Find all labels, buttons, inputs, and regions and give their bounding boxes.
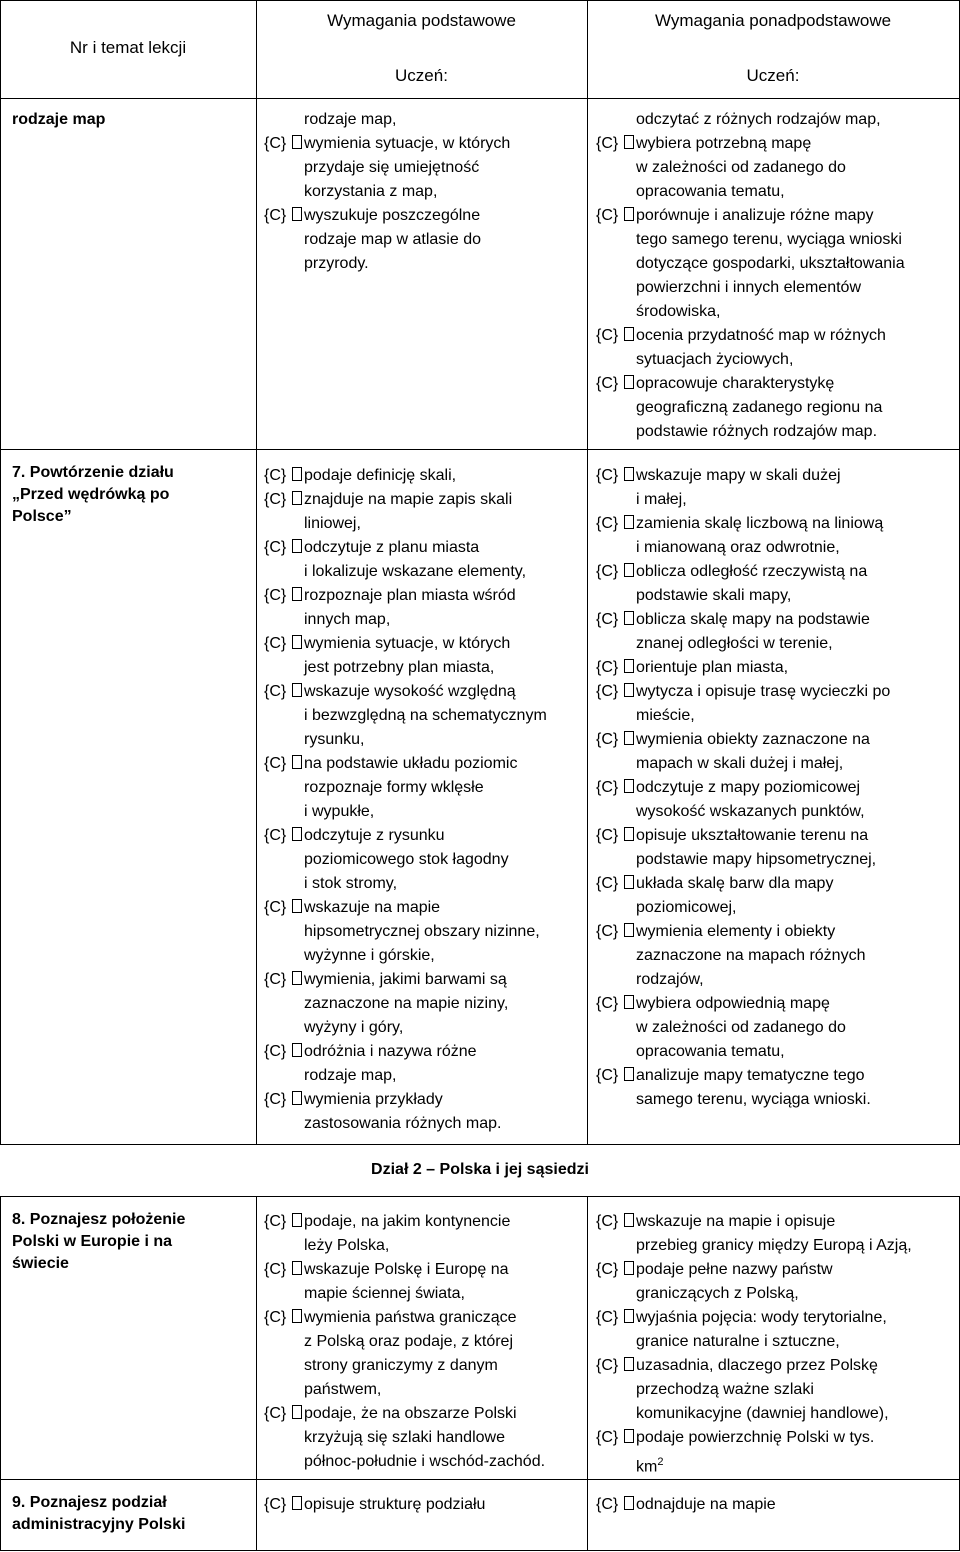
line: opracowuje charakterystykę <box>636 375 835 392</box>
list-item <box>596 656 956 680</box>
line: wysokość wskazanych punktów, <box>636 803 865 820</box>
line: dotyczące gospodarki, ukształtowania <box>636 255 905 272</box>
list-item <box>264 1493 584 1517</box>
line: i lokalizuje wskazane elementy, <box>304 563 527 580</box>
bullet-marker: {C} <box>596 920 636 992</box>
bullet-marker: {C} <box>596 560 636 608</box>
square-icon <box>624 683 634 697</box>
line: wymienia obiekty zaznaczone na <box>636 731 870 748</box>
bullet-marker: {C} <box>596 204 636 324</box>
row3-topic <box>12 1209 185 1275</box>
bullet-marker: {C} <box>596 1354 636 1426</box>
line: odróżnia i nazywa różne <box>304 1043 477 1060</box>
row1-basic-lead: rodzaje map, <box>304 111 397 128</box>
line: z Polską oraz podaje, z której <box>304 1333 513 1350</box>
list-item <box>596 1306 956 1354</box>
line: wymienia elementy i obiekty <box>636 923 836 940</box>
bullet-marker: {C} <box>596 464 636 512</box>
line: i bezwzględną na schematycznym <box>304 707 547 724</box>
col1-divider-lower <box>256 1196 257 1551</box>
line: północ-południe i wschód-zachód. <box>304 1453 546 1470</box>
square-icon <box>624 135 634 149</box>
header-bottom-border <box>0 98 960 99</box>
line: opisuje strukturę podziału <box>304 1496 486 1513</box>
line: ocenia przydatność map w różnych <box>636 327 886 344</box>
line: rodzaje map, <box>304 1067 397 1084</box>
square-icon <box>624 327 634 341</box>
bullet-marker: {C} <box>596 656 636 680</box>
line: zaznaczone na mapie niziny, <box>304 995 509 1012</box>
line: i mianowaną oraz odwrotnie, <box>636 539 840 556</box>
square-icon <box>292 467 302 481</box>
square-icon <box>292 1496 302 1510</box>
bullet-marker: {C} <box>264 1402 304 1474</box>
line: mieście, <box>636 707 695 724</box>
list-item <box>264 1306 584 1402</box>
line: przechodzą ważne szlaki <box>636 1381 814 1398</box>
header-basic-sub: Uczeń: <box>395 66 448 85</box>
bullet-marker: {C} <box>596 728 636 776</box>
row2-advanced <box>596 464 956 1112</box>
bullet-marker: {C} <box>264 896 304 968</box>
list-item <box>264 488 584 536</box>
line: podaje definicję skali, <box>304 467 457 484</box>
bullet-marker: {C} <box>264 968 304 1040</box>
square-icon <box>292 635 302 649</box>
line: graniczących z Polską, <box>636 1285 799 1302</box>
line: odczytuje z planu miasta <box>304 539 480 556</box>
square-icon <box>624 779 634 793</box>
line: wyżynne i górskie, <box>304 947 435 964</box>
list-item <box>264 1088 584 1136</box>
line: odnajduje na mapie <box>636 1496 776 1513</box>
square-icon <box>292 899 302 913</box>
line: wymienia państwa graniczące <box>304 1309 517 1326</box>
square-icon <box>624 1067 634 1081</box>
line: w zależności od zadanego do <box>636 1019 846 1036</box>
square-icon <box>624 1213 634 1227</box>
row4-basic <box>264 1493 584 1517</box>
bullet-marker: {C} <box>596 512 636 560</box>
square-icon <box>624 375 634 389</box>
list-item <box>264 464 584 488</box>
bullet-marker: {C} <box>264 824 304 896</box>
line: wybiera odpowiednią mapę <box>636 995 830 1012</box>
bullet-marker: {C} <box>596 1258 636 1306</box>
line: wymienia sytuacje, w których <box>304 135 511 152</box>
list-item <box>264 204 584 276</box>
line: wybiera potrzebną mapę <box>636 135 812 152</box>
list-item <box>596 1426 956 1479</box>
line: wytycza i opisuje trasę wycieczki po <box>636 683 891 700</box>
square-icon <box>292 491 302 505</box>
line: opracowania tematu, <box>636 183 785 200</box>
header-adv-title: Wymagania ponadpodstawowe <box>654 11 892 30</box>
list-item <box>596 992 956 1064</box>
bullet-marker: {C} <box>264 464 304 488</box>
bullet-marker: {C} <box>596 1493 636 1517</box>
line: przyrody. <box>304 255 369 272</box>
row2-basic <box>264 464 584 1136</box>
list-item <box>596 1210 956 1258</box>
line: układa skalę barw dla mapy <box>636 875 834 892</box>
square-icon <box>624 995 634 1009</box>
square-icon <box>292 971 302 985</box>
square-icon <box>292 827 302 841</box>
section-bottom-border <box>0 1196 960 1197</box>
line: analizuje mapy tematyczne tego <box>636 1067 865 1084</box>
line: jest potrzebny plan miasta, <box>304 659 495 676</box>
list-item <box>264 680 584 752</box>
list-item <box>264 132 584 204</box>
line: wymienia sytuacje, w których <box>304 635 511 652</box>
line: środowiska, <box>636 303 721 320</box>
line: i wypukłe, <box>304 803 375 820</box>
left-border-lower <box>0 1196 1 1551</box>
bullet-marker: {C} <box>264 1210 304 1258</box>
list-item <box>596 464 956 512</box>
topic-line: 9. Poznajesz podział <box>12 1494 167 1511</box>
row4-topic <box>12 1492 185 1536</box>
line: strony graniczymy z danym <box>304 1357 498 1374</box>
line: hipsometrycznej obszary nizinne, <box>304 923 540 940</box>
line: tego samego terenu, wyciąga wnioski <box>636 231 902 248</box>
bullet-marker: {C} <box>596 1306 636 1354</box>
square-icon <box>292 755 302 769</box>
list-item <box>264 752 584 824</box>
line: odczytuje z rysunku <box>304 827 445 844</box>
line: wyjaśnia pojęcia: wody terytorialne, <box>636 1309 887 1326</box>
line: rysunku, <box>304 731 365 748</box>
square-icon <box>292 1091 302 1105</box>
line: na podstawie układu poziomic <box>304 755 518 772</box>
row2-bottom-border <box>0 1144 960 1145</box>
bullet-marker: {C} <box>264 1306 304 1402</box>
line: w zależności od zadanego do <box>636 159 846 176</box>
row3-advanced <box>596 1210 956 1479</box>
line: uzasadnia, dlaczego przez Polskę <box>636 1357 878 1374</box>
list-item <box>596 1064 956 1112</box>
list-item <box>264 1258 584 1306</box>
bullet-marker: {C} <box>264 1493 304 1517</box>
bullet-marker: {C} <box>596 324 636 372</box>
square-icon <box>624 515 634 529</box>
line: znanej odległości w terenie, <box>636 635 833 652</box>
line: zamienia skalę liczbową na liniową <box>636 515 884 532</box>
bullet-marker: {C} <box>264 1088 304 1136</box>
table-bottom-border <box>0 1550 960 1551</box>
row2-topic <box>12 462 174 528</box>
line: odczytuje z mapy poziomicowej <box>636 779 861 796</box>
line: wskazuje na mapie i opisuje <box>636 1213 836 1230</box>
bullet-marker: {C} <box>264 632 304 680</box>
row1-basic <box>264 108 584 276</box>
topic-line: administracyjny Polski <box>12 1516 186 1533</box>
square-icon <box>292 587 302 601</box>
list-item <box>596 608 956 656</box>
list-item <box>596 1493 956 1517</box>
line: samego terenu, wyciąga wnioski. <box>636 1091 871 1108</box>
list-item <box>264 896 584 968</box>
bullet-marker: {C} <box>596 776 636 824</box>
line: wymienia, jakimi barwami są <box>304 971 507 988</box>
list-item <box>596 728 956 776</box>
left-border <box>0 0 1 1145</box>
row1-advanced <box>596 108 956 444</box>
list-item <box>264 1402 584 1474</box>
square-icon <box>292 207 302 221</box>
line: opisuje ukształtowanie terenu na <box>636 827 869 844</box>
line: mapach w skali dużej i małej, <box>636 755 844 772</box>
list-item <box>596 204 956 324</box>
line: podstawie skali mapy, <box>636 587 792 604</box>
col2-divider <box>587 0 588 1145</box>
line: rodzajów, <box>636 971 704 988</box>
square-icon <box>292 135 302 149</box>
header-adv-sub: Uczeń: <box>746 66 800 85</box>
line: zastosowania różnych map. <box>304 1115 502 1132</box>
bullet-marker: {C} <box>264 584 304 632</box>
list-item <box>596 132 956 204</box>
square-icon <box>292 1261 302 1275</box>
topic-line: Polsce” <box>12 508 72 525</box>
line: liniowej, <box>304 515 361 532</box>
bullet-marker: {C} <box>264 536 304 584</box>
line: powierzchni i innych elementów <box>636 279 861 296</box>
topic-line: 7. Powtórzenie działu <box>12 464 174 481</box>
list-item <box>596 512 956 560</box>
line: i stok stromy, <box>304 875 398 892</box>
square-icon <box>292 1309 302 1323</box>
square-icon <box>292 539 302 553</box>
list-item <box>596 1354 956 1426</box>
line: podaje pełne nazwy państw <box>636 1261 833 1278</box>
line: opracowania tematu, <box>636 1043 785 1060</box>
line: granice naturalne i sztuczne, <box>636 1333 840 1350</box>
topic-line: świecie <box>12 1255 69 1272</box>
line: poziomicowej, <box>636 899 737 916</box>
square-icon <box>292 683 302 697</box>
line: wskazuje wysokość względną <box>304 683 516 700</box>
list-item <box>596 560 956 608</box>
line: sytuacjach życiowych, <box>636 351 794 368</box>
row4-advanced <box>596 1493 956 1517</box>
square-icon <box>292 1213 302 1227</box>
line: zaznaczone na mapach różnych <box>636 947 866 964</box>
bullet-marker: {C} <box>264 680 304 752</box>
square-icon <box>624 875 634 889</box>
header-topic: Nr i temat lekcji <box>69 38 187 57</box>
bullet-marker: {C} <box>264 1040 304 1088</box>
line: rozpoznaje formy wklęsłe <box>304 779 484 796</box>
line: wskazuje na mapie <box>304 899 441 916</box>
col2-divider-lower <box>587 1196 588 1551</box>
line: wskazuje mapy w skali dużej <box>636 467 841 484</box>
square-icon <box>624 563 634 577</box>
row1-adv-lead: odczytać z różnych rodzajów map, <box>636 111 881 128</box>
line: korzystania z map, <box>304 183 438 200</box>
row3-basic <box>264 1210 584 1474</box>
list-item <box>264 584 584 632</box>
list-item <box>264 1040 584 1088</box>
line: poziomicowego stok łagodny <box>304 851 509 868</box>
line: podaje powierzchnię Polski w tys. <box>636 1429 875 1446</box>
line: podstawie mapy hipsometrycznej, <box>636 851 877 868</box>
superscript: 2 <box>657 1456 664 1468</box>
line: krzyżują się szlaki handlowe <box>304 1429 505 1446</box>
bullet-marker: {C} <box>596 872 636 920</box>
square-icon <box>624 1496 634 1510</box>
bullet-marker: {C} <box>596 824 636 872</box>
line: wymienia przykłady <box>304 1091 443 1108</box>
line: i małej, <box>636 491 687 508</box>
bullet-marker: {C} <box>264 204 304 276</box>
square-icon <box>624 659 634 673</box>
line: przebieg granicy między Europą i Azją, <box>636 1237 912 1254</box>
line: innych map, <box>304 611 391 628</box>
line: oblicza skalę mapy na podstawie <box>636 611 870 628</box>
list-item <box>264 824 584 896</box>
line: znajduje na mapie zapis skali <box>304 491 513 508</box>
topic-line: 8. Poznajesz położenie <box>12 1211 186 1228</box>
list-item <box>596 776 956 824</box>
bullet-marker: {C} <box>596 680 636 728</box>
list-item <box>264 536 584 584</box>
bullet-marker: {C} <box>264 488 304 536</box>
square-icon <box>624 923 634 937</box>
list-item <box>596 824 956 872</box>
bullet-marker: {C} <box>264 1258 304 1306</box>
square-icon <box>624 207 634 221</box>
square-icon <box>292 1043 302 1057</box>
line: porównuje i analizuje różne mapy <box>636 207 874 224</box>
bullet-marker: {C} <box>596 132 636 204</box>
table-top-border <box>0 0 960 1</box>
header-basic-title: Wymagania podstawowe <box>327 11 516 30</box>
list-item <box>264 632 584 680</box>
topic-line: „Przed wędrówką po <box>12 486 170 503</box>
square-icon <box>624 1357 634 1371</box>
square-icon <box>292 1405 302 1419</box>
topic-line: Polski w Europie i na <box>12 1233 173 1250</box>
line: wyszukuje poszczególne <box>304 207 481 224</box>
bullet-marker: {C} <box>596 372 636 444</box>
square-icon <box>624 1429 634 1443</box>
line: rozpoznaje plan miasta wśród <box>304 587 516 604</box>
line: orientuje plan miasta, <box>636 659 789 676</box>
square-icon <box>624 611 634 625</box>
square-icon <box>624 1261 634 1275</box>
line: komunikacyjne (dawniej handlowe), <box>636 1405 889 1422</box>
bullet-marker: {C} <box>264 752 304 824</box>
list-item <box>596 872 956 920</box>
line: wyżyny i góry, <box>304 1019 404 1036</box>
bullet-marker: {C} <box>596 1064 636 1112</box>
line: podaje, na jakim kontynencie <box>304 1213 511 1230</box>
line: podstawie różnych rodzajów map. <box>636 423 878 440</box>
bullet-marker: {C} <box>264 132 304 204</box>
row1-topic: rodzaje map <box>12 111 106 128</box>
bullet-marker: {C} <box>596 1210 636 1258</box>
line: wskazuje Polskę i Europę na <box>304 1261 509 1278</box>
line: państwem, <box>304 1381 382 1398</box>
line: km <box>636 1458 658 1476</box>
list-item <box>596 680 956 728</box>
line: mapie ściennej świata, <box>304 1285 465 1302</box>
list-item <box>596 324 956 372</box>
col1-divider <box>256 0 257 1145</box>
list-item <box>264 1210 584 1258</box>
square-icon <box>624 467 634 481</box>
line: przydaje się umiejętność <box>304 159 480 176</box>
list-item <box>596 920 956 992</box>
line: rodzaje map w atlasie do <box>304 231 481 248</box>
line: leży Polska, <box>304 1237 390 1254</box>
bullet-marker: {C} <box>596 992 636 1064</box>
list-item <box>596 1258 956 1306</box>
square-icon <box>624 1309 634 1323</box>
bullet-marker: {C} <box>596 1426 636 1479</box>
list-item <box>264 968 584 1040</box>
square-icon <box>624 731 634 745</box>
line: geograficzną zadanego regionu na <box>636 399 883 416</box>
row1-bottom-border <box>0 449 960 450</box>
line: oblicza odległość rzeczywistą na <box>636 563 868 580</box>
line: podaje, że na obszarze Polski <box>304 1405 517 1422</box>
section-title: Dział 2 – Polska i jej sąsiedzi <box>371 1161 589 1178</box>
list-item <box>596 372 956 444</box>
bullet-marker: {C} <box>596 608 636 656</box>
square-icon <box>624 827 634 841</box>
